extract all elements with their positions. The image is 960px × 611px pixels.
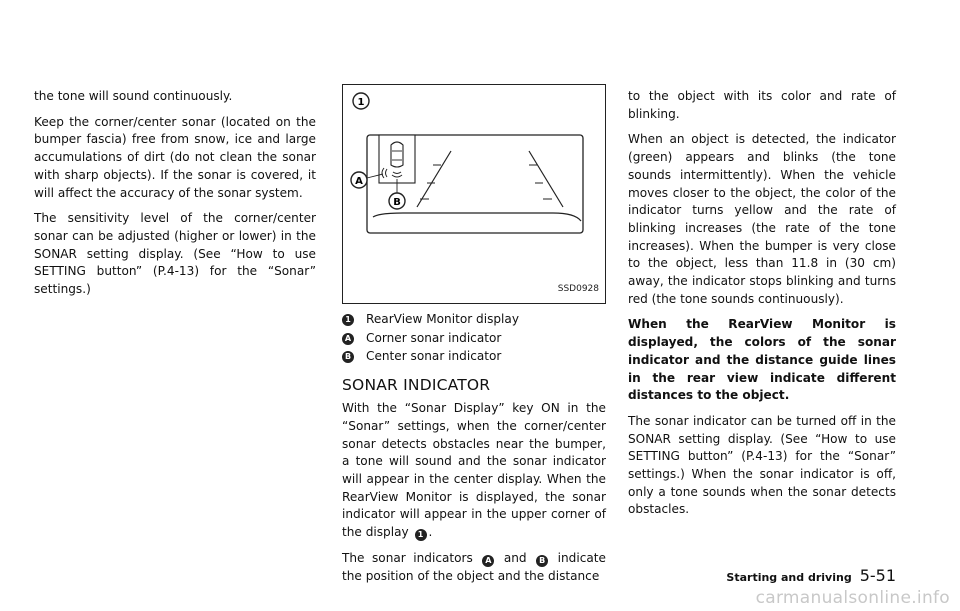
section-name: Starting and driving xyxy=(726,571,852,584)
paragraph-indicators xyxy=(342,550,606,585)
paragraph-detection: When an object is detected, the indicator (green) appears and blinks (the tone sounds intermittently). When the vehicle moves closer to the object, the color of the indicator turns yellow and the rate of blinking increases (the rate of the tone increases). When the bumper is very close to the object, less than 11.8 in (30 cm) away, the indicator stops blinking and turns red (the tone sounds continuously). xyxy=(628,132,896,306)
section-heading: SONAR INDICATOR xyxy=(342,375,491,394)
paragraph-sensitivity: The sensitivity level of the corner/center sonar can be adjusted (higher or lower) in the SONAR setting display. (See “How to use SETTING button” (P.4-13) for the “Sonar” settings.) xyxy=(34,211,316,297)
legend-text: Corner sonar indicator xyxy=(366,330,502,345)
paragraph-continuation: the tone will sound continuously. xyxy=(34,89,233,103)
paragraph-text: The sonar indicators xyxy=(342,550,473,565)
marker-1-label: 1 xyxy=(357,97,365,108)
paragraph-note-bold: When the RearView Monitor is displayed, the colors of the sonar indicator and the distance guide lines in the rear view indicate different distances to the object. xyxy=(628,317,896,403)
page-number: 5-51 xyxy=(859,566,896,585)
paragraph-sonar-display xyxy=(342,400,606,542)
bumper-line xyxy=(373,213,581,221)
inline-marker-icon: 1 xyxy=(415,529,427,541)
legend-item xyxy=(342,348,606,367)
left-column xyxy=(34,88,316,307)
rearview-monitor-figure xyxy=(342,84,606,304)
watermark: carmanualsonline.info xyxy=(755,588,950,608)
marker-b-label: B xyxy=(393,197,401,208)
paragraph-continuation: to the object with its color and rate of blinking. xyxy=(628,89,896,121)
inline-marker-icon: A xyxy=(482,555,494,567)
paragraph-text: and xyxy=(503,550,527,565)
paragraph-text: With the “Sonar Display” key ON in the “Sonar” settings, when the corner/center sonar detects obstacles near the bumper, a tone will sound and the sonar indicator will appear in the center display. When the RearView Monitor is displayed, the sonar indicator will appear in the upper corner of the display xyxy=(342,401,606,540)
figure-legend xyxy=(342,311,606,367)
paragraph-turn-off: The sonar indicator can be turned off in the SONAR setting display. (See “How to use SETTING button” (P.4-13) for the “Sonar” settings.) When the sonar indicator is off, only a tone sounds when the sonar detects obstacles. xyxy=(628,413,896,517)
figure-code: SSD0928 xyxy=(557,284,599,295)
paragraph-text: indicate the position of the object and the distance xyxy=(342,550,606,583)
legend-marker-icon: 1 xyxy=(342,314,354,326)
paragraph-sonar-care: Keep the corner/center sonar (located on the bumper fascia) free from snow, ice and large accumulations of dirt (do not clean the sonar with sharp objects). If the sonar is covered, it will affect the accuracy of the sonar system. xyxy=(34,114,316,200)
legend-text: RearView Monitor display xyxy=(366,312,519,327)
legend-item xyxy=(342,330,606,349)
inline-marker-icon: B xyxy=(536,555,548,567)
right-column xyxy=(628,88,896,527)
rearview-monitor-illustration xyxy=(343,85,607,305)
marker-a-label: A xyxy=(355,176,363,187)
legend-text: Center sonar indicator xyxy=(366,349,502,364)
paragraph-end: . xyxy=(428,525,433,540)
legend-item xyxy=(342,311,606,330)
page-footer xyxy=(726,566,896,585)
legend-marker-icon: B xyxy=(342,351,354,363)
legend-marker-icon: A xyxy=(342,333,354,345)
middle-column xyxy=(342,84,606,593)
